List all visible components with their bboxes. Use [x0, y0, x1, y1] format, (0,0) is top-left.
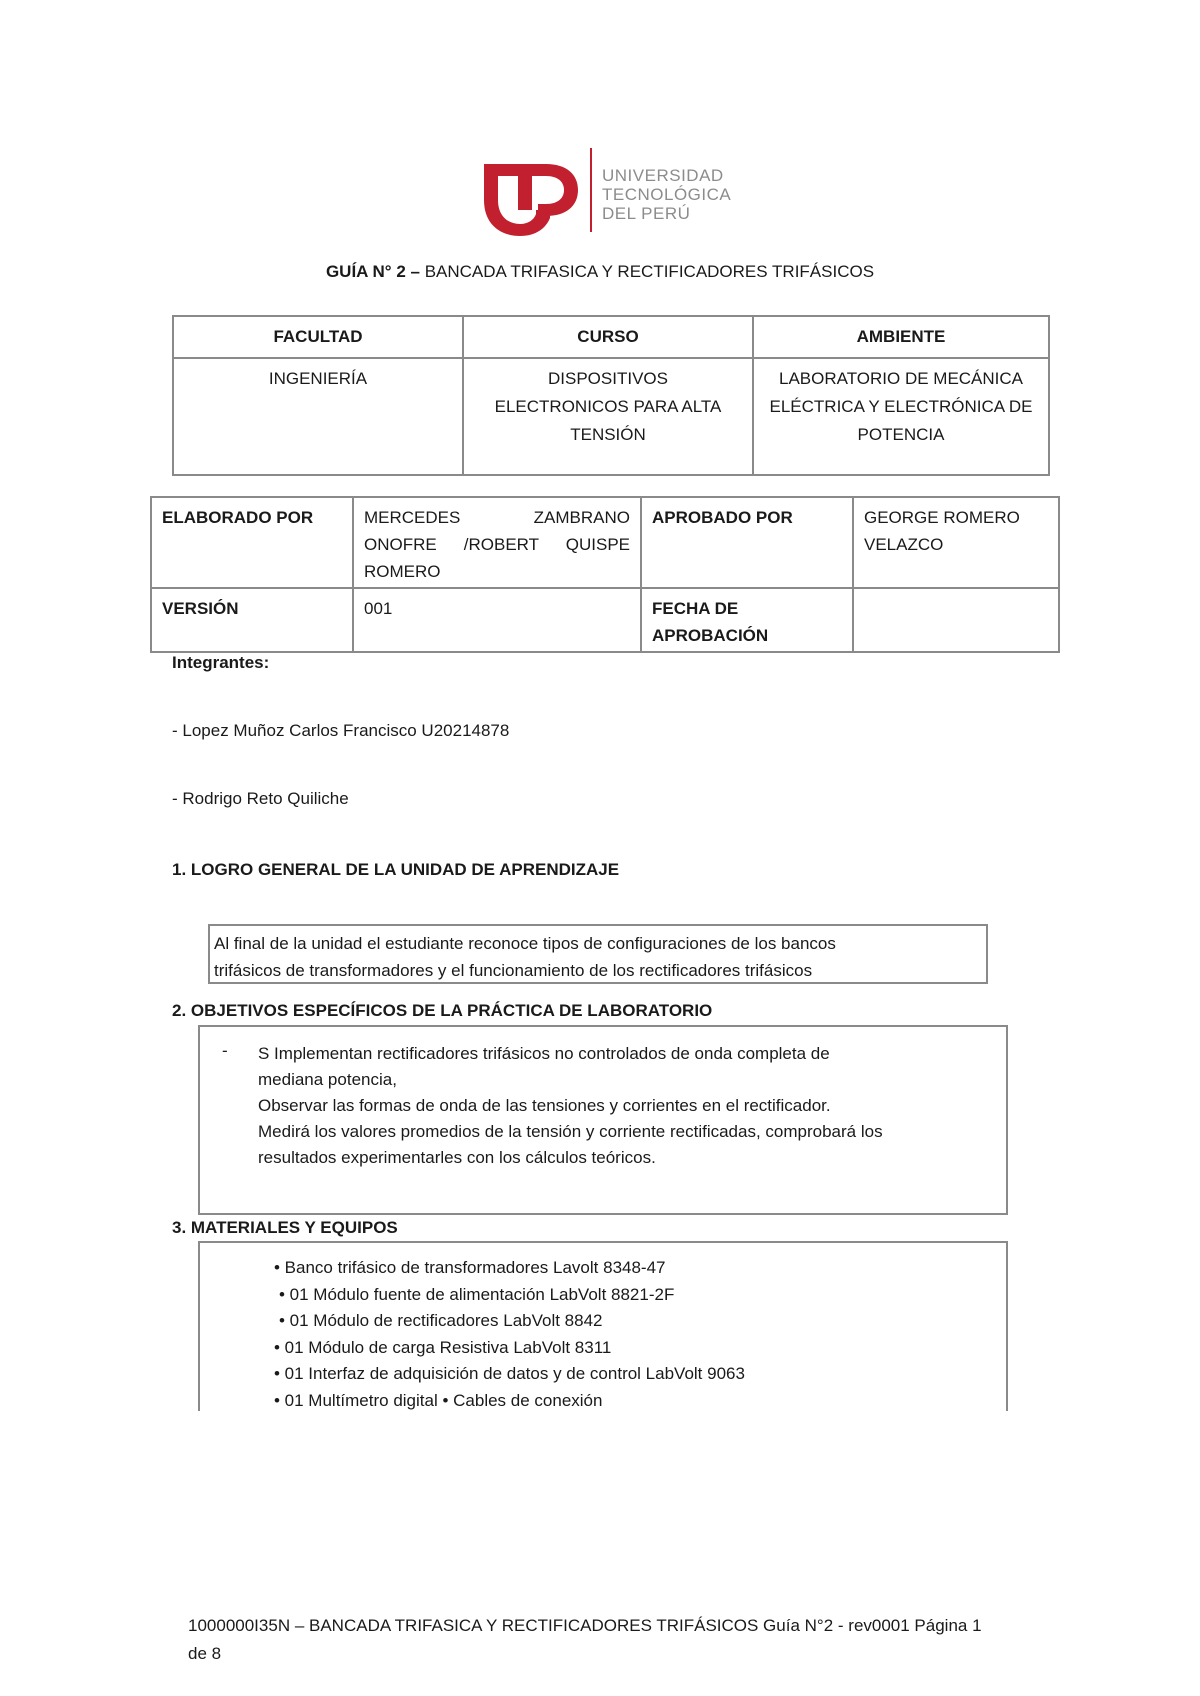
aprobado-line: GEORGE ROMERO: [864, 508, 1020, 527]
version-value: 001: [353, 588, 641, 652]
section-3-box: [198, 1241, 1008, 1411]
material-item: • 01 Multímetro digital • Cables de conexión: [274, 1390, 603, 1410]
course-info-value-row: [173, 358, 1049, 475]
objective-line: mediana potencia,: [258, 1070, 397, 1089]
aprobado-label: APROBADO POR: [641, 497, 853, 588]
material-item: • 01 Módulo de rectificadores LabVolt 8842: [279, 1311, 603, 1330]
member-item: - Rodrigo Reto Quiliche: [172, 789, 349, 808]
section-2-text: [258, 1041, 988, 1171]
section-2-dash: -: [222, 1041, 228, 1060]
fecha-label-line: FECHA DE: [652, 599, 739, 618]
course-info-table: [172, 315, 1050, 476]
ambiente-line: POTENCIA: [857, 425, 945, 444]
aprobado-value: [853, 497, 1059, 588]
elaborado-value: [353, 497, 641, 588]
aprobado-line: VELAZCO: [864, 535, 944, 554]
logo-line-2: TECNOLÓGICA: [602, 185, 732, 204]
logo-line-1: UNIVERSIDAD: [602, 166, 724, 185]
section-2-heading: 2. OBJETIVOS ESPECÍFICOS DE LA PRÁCTICA DE LABORATORIO: [172, 1001, 713, 1020]
section-1-text: [210, 926, 986, 984]
fecha-label: [641, 588, 853, 652]
section-1-line: Al final de la unidad el estudiante reconoce tipos de configuraciones de los bancos: [214, 934, 836, 953]
objective-line: Observar las formas de onda de las tensiones y corrientes en el rectificador.: [258, 1096, 831, 1115]
footer-line-2: de 8: [188, 1644, 222, 1663]
curso-line: ELECTRONICOS PARA ALTA: [494, 397, 722, 416]
material-item: • 01 Módulo de carga Resistiva LabVolt 8311: [274, 1337, 612, 1357]
header-ambiente: AMBIENTE: [753, 316, 1049, 358]
fecha-value: [853, 588, 1059, 652]
curso-line: DISPOSITIVOS: [548, 369, 668, 388]
material-item: • 01 Módulo fuente de alimentación LabVolt 8821-2F: [279, 1284, 675, 1304]
page-title: [0, 262, 1200, 282]
elaborado-label: ELABORADO POR: [151, 497, 353, 588]
elaborado-line: ONOFRE /ROBERT QUISPE: [364, 535, 630, 554]
section-1-line: trifásicos de transformadores y el funcionamiento de los rectificadores trifásicos: [214, 961, 813, 980]
page-footer: [188, 1612, 1038, 1668]
section-2-box: [198, 1025, 1008, 1215]
logo-divider: [590, 148, 592, 232]
approval-row-authors: [151, 497, 1059, 588]
fecha-label-line: APROBACIÓN: [652, 626, 769, 645]
ambiente-line: ELÉCTRICA Y ELECTRÓNICA DE: [769, 397, 1033, 416]
version-label: VERSIÓN: [151, 588, 353, 652]
logo-line-3: DEL PERÚ: [602, 204, 691, 223]
header-curso: CURSO: [463, 316, 753, 358]
value-curso: [463, 358, 753, 475]
member-item: - Lopez Muñoz Carlos Francisco U20214878: [172, 721, 510, 740]
material-item: • Banco trifásico de transformadores Lavolt 8348-47: [274, 1258, 666, 1277]
university-logo: [478, 148, 738, 240]
course-info-header-row: [173, 316, 1049, 358]
title-number: GUÍA N° 2 –: [325, 262, 420, 281]
section-3-heading: 3. MATERIALES Y EQUIPOS: [172, 1218, 398, 1237]
section-1-heading: 1. LOGRO GENERAL DE LA UNIDAD DE APRENDIZAJE: [172, 860, 620, 879]
ambiente-line: LABORATORIO DE MECÁNICA: [778, 369, 1024, 388]
integrantes-label: Integrantes:: [172, 653, 270, 672]
footer-line-1: 1000000I35N – BANCADA TRIFASICA Y RECTIFICADORES TRIFÁSICOS Guía N°2 - rev0001 Página 1: [188, 1616, 982, 1635]
approval-row-version: [151, 588, 1059, 652]
facultad-line: INGENIERÍA: [268, 369, 368, 388]
title-text: BANCADA TRIFASICA Y RECTIFICADORES TRIFÁSICOS: [419, 262, 875, 281]
objective-line: resultados experimentarles con los cálculos teóricos.: [258, 1148, 656, 1167]
objective-line: Medirá los valores promedios de la tensión y corriente rectificadas, comprobará los: [258, 1122, 883, 1141]
section-1-box: [208, 924, 988, 984]
value-facultad: [173, 358, 463, 475]
objective-line: S Implementan rectificadores trifásicos no controlados de onda completa de: [258, 1044, 830, 1063]
curso-line: TENSIÓN: [570, 425, 646, 444]
header-facultad: FACULTAD: [173, 316, 463, 358]
value-ambiente: [753, 358, 1049, 475]
approval-table: [150, 496, 1060, 653]
materials-list: [274, 1255, 745, 1414]
elaborado-line: ROMERO: [364, 562, 441, 581]
material-item: • 01 Interfaz de adquisición de datos y de control LabVolt 9063: [274, 1364, 745, 1383]
utp-logo-mark-icon: [478, 148, 578, 240]
elaborado-line: MERCEDES ZAMBRANO: [364, 508, 630, 527]
